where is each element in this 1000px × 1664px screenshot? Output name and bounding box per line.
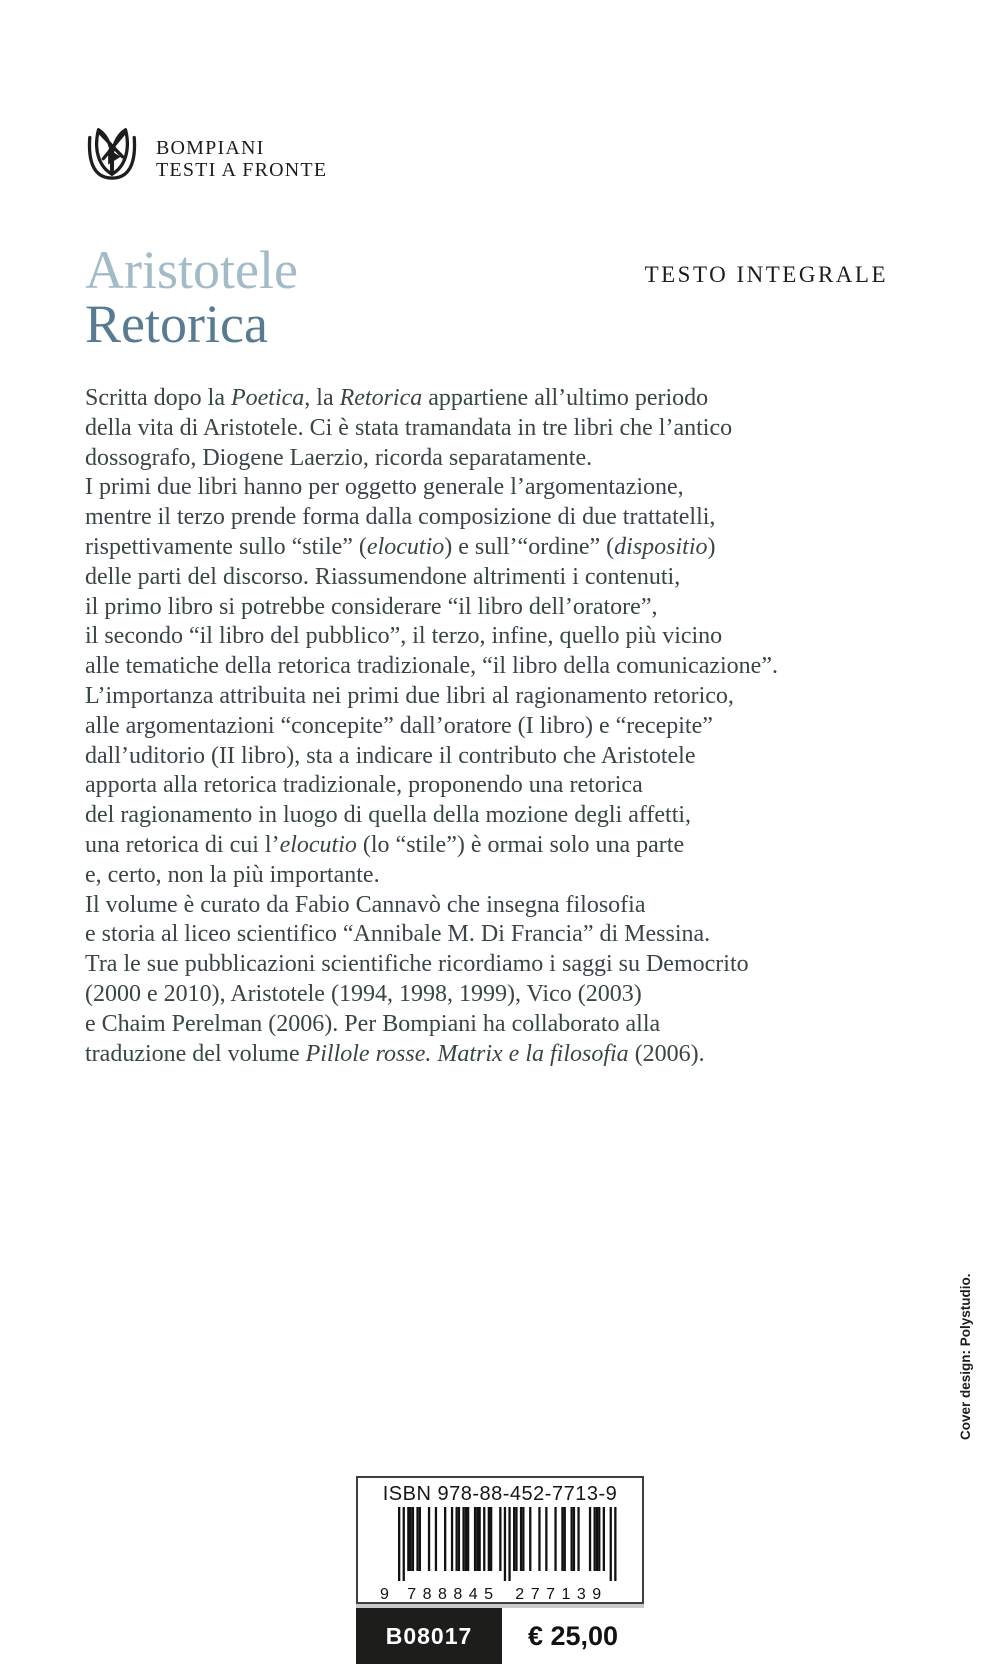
blurb-line: della vita di Aristotele. Ci è stata tramandata in tre libri che l’antico — [85, 414, 733, 441]
blurb-line: alle tematiche della retorica tradizionale, “il libro della comunicazione”. — [85, 653, 778, 680]
isbn-box — [356, 1476, 644, 1604]
edition-code-badge: B08017 — [356, 1608, 502, 1664]
publisher-name-line1: BOMPIANI — [156, 137, 265, 159]
blurb-line: Il volume è curato da Fabio Cannavò che insegna filosofia — [85, 891, 646, 918]
blurb-line: e, certo, non la più importante. — [85, 861, 380, 888]
back-cover-blurb — [85, 384, 778, 1069]
blurb-line: Tra le sue pubblicazioni scientifiche ricordiamo i saggi su Democrito — [85, 951, 749, 978]
blurb-line: dossografo, Diogene Laerzio, ricorda separatamente. — [85, 444, 593, 471]
blurb-line: alle argomentazioni “concepite” dall’oratore (I libro) e “recepite” — [85, 712, 713, 739]
blurb-line: Scritta dopo la Poetica, la Retorica appartiene all’ultimo periodo — [85, 385, 709, 411]
price-label: € 25,00 — [502, 1608, 644, 1664]
blurb-line: delle parti del discorso. Riassumendone altrimenti i contenuti, — [85, 563, 681, 590]
svg-text:277139: 277139 — [515, 1586, 608, 1603]
blurb-line: apporta alla retorica tradizionale, proponendo una retorica — [85, 772, 643, 799]
blurb-line: I primi due libri hanno per oggetto generale l’argomentazione, — [85, 474, 684, 501]
cover-design-credit: Cover design: Polystudio. — [958, 1273, 973, 1440]
blurb-line: il secondo “il libro del pubblico”, il terzo, infine, quello più vicino — [85, 623, 723, 650]
isbn-label: ISBN 978-88-452-7713-9 — [382, 1483, 618, 1505]
price-row — [356, 1604, 644, 1664]
blurb-line: dall’uditorio (II libro), sta a indicare il contributo che Aristotele — [85, 742, 696, 769]
blurb-line: del ragionamento in luogo di quella della mozione degli affetti, — [85, 802, 692, 829]
publisher-name — [156, 137, 327, 181]
blurb-line: L’importanza attribuita nei primi due libri al ragionamento retorico, — [85, 682, 734, 709]
blurb-line: e Chaim Perelman (2006). Per Bompiani ha collaborato alla — [85, 1010, 661, 1037]
svg-text:9: 9 — [380, 1586, 389, 1603]
blurb-line: il primo libro si potrebbe considerare “il libro dell’oratore”, — [85, 593, 658, 620]
svg-text:788845: 788845 — [407, 1586, 500, 1603]
blurb-line: mentre il terzo prende forma dalla composizione di due trattatelli, — [85, 504, 716, 531]
book-title: Retorica — [85, 294, 268, 354]
bompiani-flower-icon — [83, 120, 141, 182]
book-author: Aristotele — [85, 240, 298, 300]
publisher-name-line2: TESTI A FRONTE — [156, 159, 328, 181]
edition-note: TESTO INTEGRALE — [644, 262, 888, 287]
blurb-line: e storia al liceo scientifico “Annibale M. Di Francia” di Messina. — [85, 921, 711, 948]
blurb-line: rispettivamente sullo “stile” (elocutio) e sull’“ordine” (dispositio) — [85, 533, 716, 560]
ean-barcode — [378, 1507, 622, 1603]
barcode-block — [356, 1476, 644, 1664]
blurb-line: (2000 e 2010), Aristotele (1994, 1998, 1999), Vico (2003) — [85, 980, 642, 1007]
blurb-line: una retorica di cui l’elocutio (lo “stile”) è ormai solo una parte — [85, 831, 685, 858]
blurb-line: traduzione del volume Pillole rosse. Matrix e la filosofia (2006). — [85, 1040, 705, 1067]
publisher-logo — [83, 120, 327, 182]
